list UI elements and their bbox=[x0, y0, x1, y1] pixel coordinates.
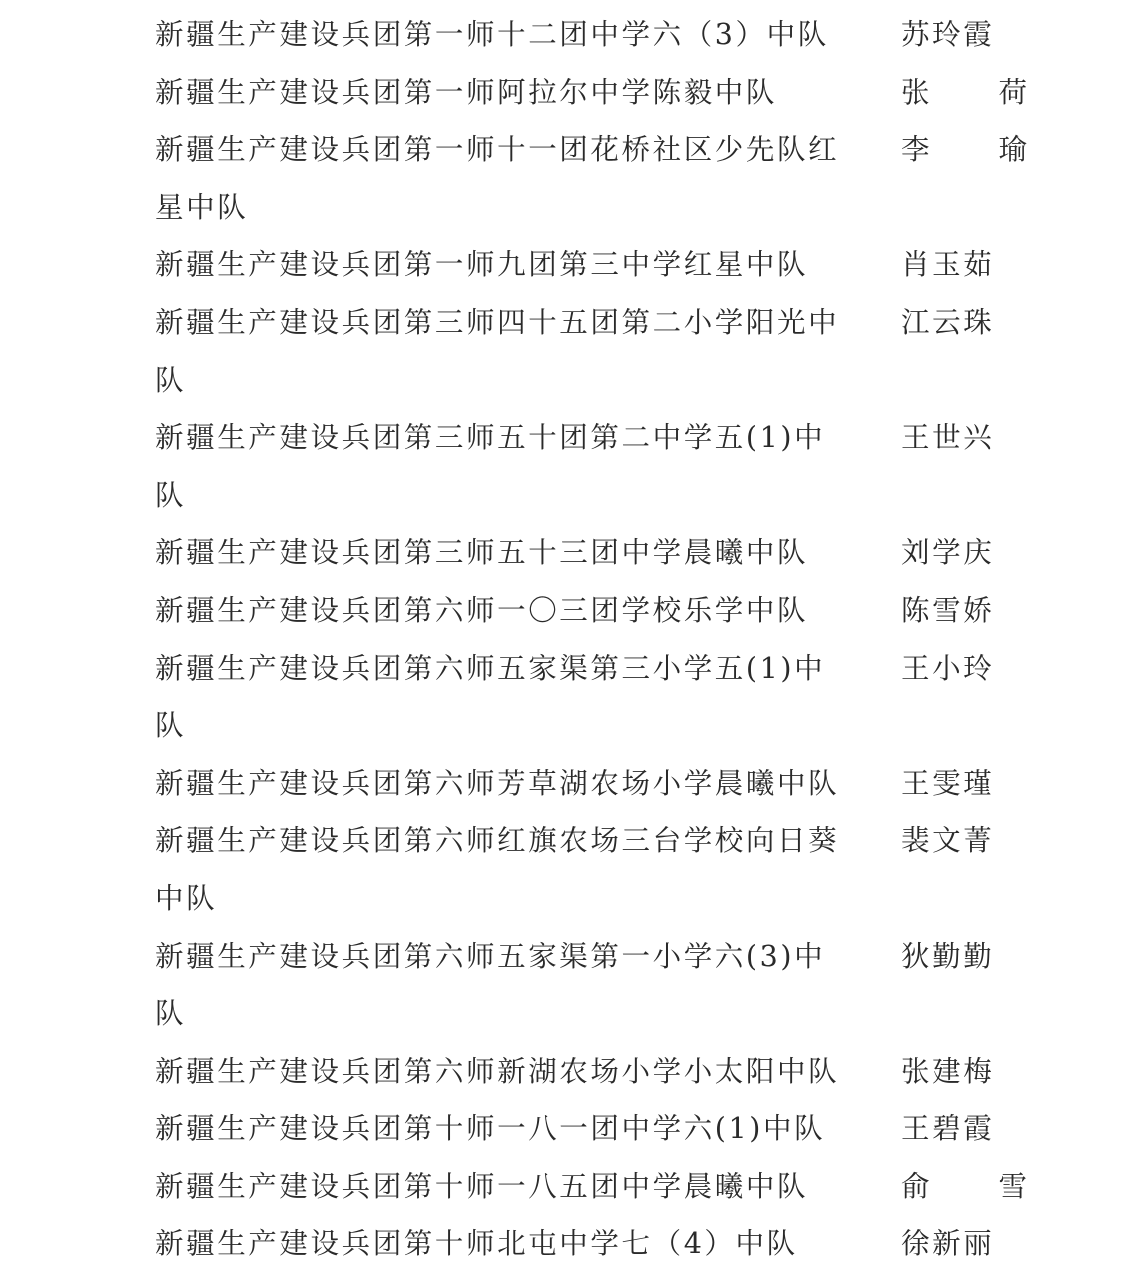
counselor-name-text: 俞 雪 bbox=[901, 1169, 1058, 1203]
squadron-name bbox=[0, 294, 875, 409]
counselor-name-text: 刘学庆 bbox=[901, 536, 995, 570]
counselor-name-text: 王碧霞 bbox=[901, 1112, 995, 1146]
counselor-name-text: 徐新丽 bbox=[901, 1227, 995, 1261]
counselor-name-text: 王小玲 bbox=[901, 651, 995, 685]
counselor-name-text: 王世兴 bbox=[901, 421, 995, 455]
squadron-name bbox=[0, 1158, 875, 1216]
squadron-name bbox=[0, 409, 875, 524]
squadron-name-line: 新疆生产建设兵团第一师阿拉尔中学陈毅中队 bbox=[155, 75, 778, 109]
counselor-name-text: 苏玲霞 bbox=[901, 18, 995, 51]
squadron-name-line: 新疆生产建设兵团第三师四十五团第二小学阳光中 bbox=[155, 305, 840, 339]
list-entry bbox=[0, 1100, 1144, 1158]
squadron-name-line: 新疆生产建设兵团第一师九团第三中学红星中队 bbox=[155, 248, 809, 282]
squadron-name-line: 新疆生产建设兵团第三师五十团第二中学五(1)中 bbox=[155, 421, 826, 455]
list-entry bbox=[0, 236, 1144, 294]
squadron-name bbox=[0, 236, 875, 294]
squadron-name bbox=[0, 121, 875, 236]
squadron-name-line: 新疆生产建设兵团第六师五家渠第一小学六(3)中 bbox=[155, 939, 826, 973]
squadron-name-line: 队 bbox=[155, 478, 187, 512]
list-entry bbox=[0, 294, 1144, 409]
squadron-name-line: 新疆生产建设兵团第六师一〇三团学校乐学中队 bbox=[155, 593, 809, 627]
squadron-name-line: 队 bbox=[155, 997, 187, 1031]
squadron-name-line: 新疆生产建设兵团第一师十二团中学六（3）中队 bbox=[155, 18, 829, 51]
counselor-name-text: 张建梅 bbox=[901, 1054, 995, 1088]
list-entry bbox=[0, 409, 1144, 524]
squadron-name bbox=[0, 755, 875, 813]
squadron-name-line: 新疆生产建设兵团第十师北屯中学七（4）中队 bbox=[155, 1227, 798, 1261]
squadron-name-line: 新疆生产建设兵团第三师五十三团中学晨曦中队 bbox=[155, 536, 809, 570]
list-entry bbox=[0, 812, 1144, 927]
squadron-name bbox=[0, 928, 875, 1043]
squadron-name bbox=[0, 1043, 875, 1101]
list-entry bbox=[0, 1215, 1144, 1273]
squadron-name-line: 新疆生产建设兵团第十师一八五团中学晨曦中队 bbox=[155, 1169, 809, 1203]
counselor-name-text: 肖玉茹 bbox=[901, 248, 995, 282]
list-entry bbox=[0, 524, 1144, 582]
squadron-name-line: 新疆生产建设兵团第六师芳草湖农场小学晨曦中队 bbox=[155, 766, 840, 800]
list-entry bbox=[0, 6, 1144, 64]
list-entry bbox=[0, 928, 1144, 1043]
counselor-name-text: 张 荷 bbox=[901, 75, 1058, 109]
squadron-name-line: 新疆生产建设兵团第六师红旗农场三台学校向日葵 bbox=[155, 824, 840, 858]
honor-list bbox=[0, 6, 1144, 1280]
counselor-name-text: 裴文菁 bbox=[901, 824, 995, 858]
counselor-name-text: 王雯瑾 bbox=[901, 766, 995, 800]
squadron-name-line: 新疆生产建设兵团第十师一八一团中学六(1)中队 bbox=[155, 1112, 826, 1146]
squadron-name-line: 队 bbox=[155, 363, 187, 397]
squadron-name-line: 新疆生产建设兵团第一师十一团花桥社区少先队红 bbox=[155, 133, 840, 167]
squadron-name bbox=[0, 1215, 875, 1273]
squadron-name-line: 新疆生产建设兵团第六师新湖农场小学小太阳中队 bbox=[155, 1054, 840, 1088]
list-entry bbox=[0, 640, 1144, 755]
squadron-name-line: 星中队 bbox=[155, 190, 249, 224]
counselor-name-text: 李 瑜 bbox=[901, 133, 1058, 167]
list-entry bbox=[0, 582, 1144, 640]
list-entry bbox=[0, 755, 1144, 813]
list-entry bbox=[0, 1043, 1144, 1101]
counselor-name-text: 狄勤勤 bbox=[901, 939, 995, 973]
counselor-name-text: 江云珠 bbox=[901, 305, 995, 339]
squadron-name-line: 队 bbox=[155, 709, 187, 743]
squadron-name bbox=[0, 524, 875, 582]
squadron-name bbox=[0, 1100, 875, 1158]
squadron-name bbox=[0, 64, 875, 122]
squadron-name bbox=[0, 640, 875, 755]
list-entry bbox=[0, 64, 1144, 122]
squadron-name bbox=[0, 812, 875, 927]
squadron-name bbox=[0, 6, 875, 64]
squadron-name bbox=[0, 582, 875, 640]
list-entry bbox=[0, 1158, 1144, 1216]
counselor-name-text: 陈雪娇 bbox=[901, 593, 995, 627]
squadron-name-line: 新疆生产建设兵团第六师五家渠第三小学五(1)中 bbox=[155, 651, 826, 685]
squadron-name-line: 中队 bbox=[155, 881, 218, 915]
list-entry bbox=[0, 121, 1144, 236]
